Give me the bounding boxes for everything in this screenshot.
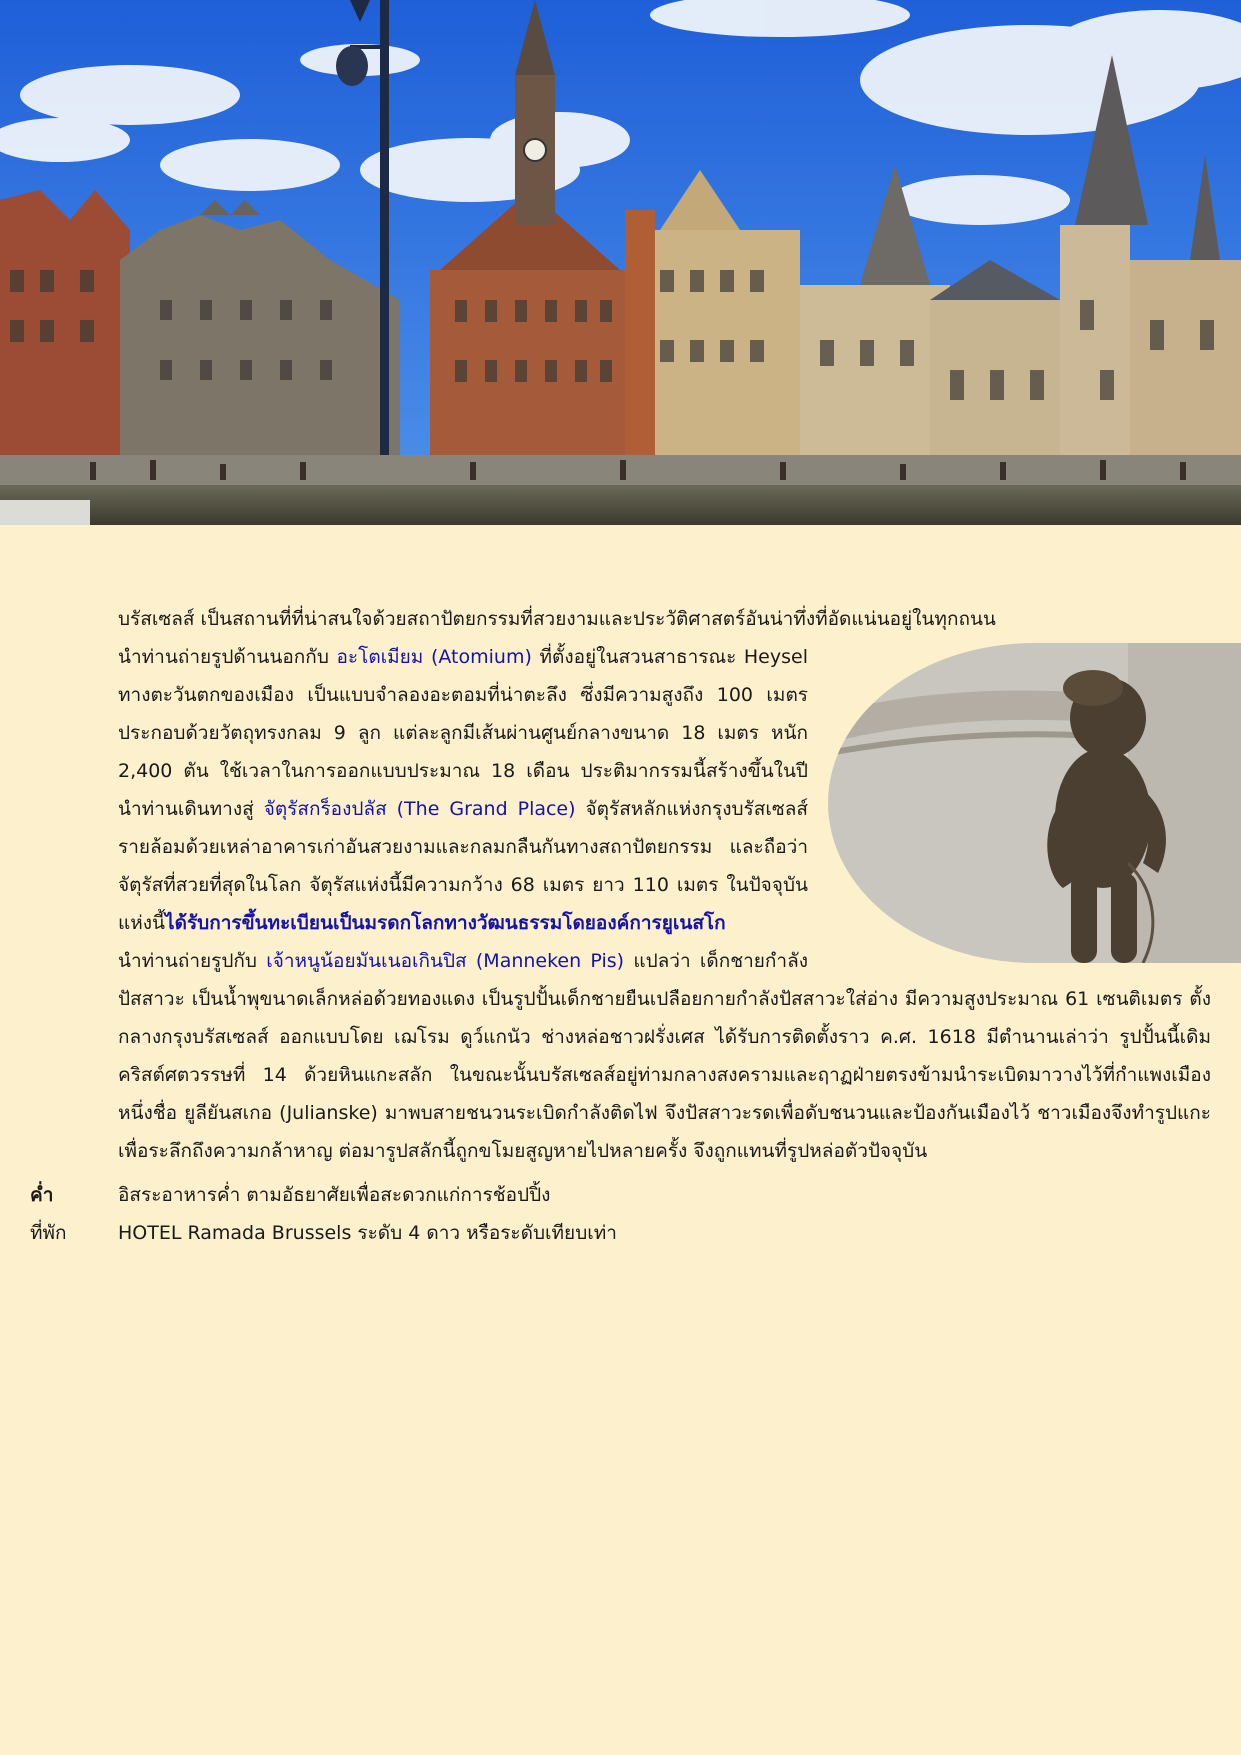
paragraph-line: บรัสเซลส์ เป็นสถานที่ที่น่าสนใจด้วยสถาปัตยกรรมที่สวยงามและประวัติศาสตร์อันน่าทึ่งที่อัดแน่นอยู่ในทุกถนน <box>118 608 996 630</box>
hero-photo <box>0 0 1241 525</box>
paragraph-line: ทางตะวันตกของเมือง เป็นแบบจำลองอะตอมที่น่าตะลึง ซึ่งมีความสูงถึง 100 เมตร <box>118 684 808 706</box>
paragraph-line: จัตุรัสที่สวยที่สุดในโลก จัตุรัสแห่งนี้มีความกว้าง 68 เมตร ยาว 110 เมตร ในปัจจุบัน <box>118 874 808 896</box>
paragraph-line: นำท่านถ่ายรูปกับ เจ้าหนูน้อยมันเนอเกินปิส (Manneken Pis) แปลว่า เด็กชายกำลัง <box>118 950 808 972</box>
paragraph-line: 2,400 ตัน ใช้เวลาในการออกแบบประมาณ 18 เดือน ประติมากรรมนี้สร้างขึ้นในปี <box>118 760 808 782</box>
hotel-label: ที่พัก <box>30 1222 67 1244</box>
dinner-row <box>30 1176 550 1214</box>
paragraph-line: ประกอบด้วยวัตถุทรงกลม 9 ลูก แต่ละลูกมีเส้นผ่านศูนย์กลางขนาด 18 เมตร หนัก <box>118 722 808 744</box>
paragraph-line: คริสต์ศตวรรษที่ 14 ด้วยหินแกะสลัก ในขณะนั้นบรัสเซลส์อยู่ท่ามกลางสงครามและฤาฏฝ่ายตรงข้ามนำระเบิดมาวางไว้ที่กำแพงเมือง <box>118 1064 1211 1086</box>
paragraph-line: นำท่านเดินทางสู่ จัตุรัสกร็องปลัส (The Grand Place) จัตุรัสหลักแห่งกรุงบรัสเซลส์ <box>118 798 808 820</box>
highlight-grand-place: จัตุรัสกร็องปลัส (The Grand Place) <box>263 798 576 820</box>
hotel-text: HOTEL Ramada Brussels ระดับ 4 ดาว หรือระดับเทียบเท่า <box>118 1222 617 1244</box>
paragraph-line: ปัสสาวะ เป็นน้ำพุขนาดเล็กหล่อด้วยทองแดง เป็นรูปปั้นเด็กชายยืนเปลือยกายกำลังปัสสาวะใส่อ่าง มีความสูงประมาณ 61 เซนติเมตร ตั้ง <box>118 988 1211 1010</box>
program-description <box>118 600 1211 1170</box>
paragraph-line: เพื่อระลึกถึงความกล้าหาญ ต่อมารูปสลักนี้ถูกขโมยสูญหายไปหลายครั้ง จึงถูกแทนที่รูปหล่อตัวปัจจุบัน <box>118 1140 928 1162</box>
dinner-label: ค่ำ <box>30 1184 54 1206</box>
dinner-text: อิสระอาหารค่ำ ตามอัธยาศัยเพื่อสะดวกแก่การช้อปปิ้ง <box>118 1184 551 1206</box>
paragraph-line: หนึ่งชื่อ ยูลียันสเกอ (Julianske) มาพบสายชนวนระเบิดกำลังติดไฟ จึงปัสสาวะรดเพื่อดับชนวนและป้องกันเมืองไว้ ชาวเมืองจึงทำรูปแกะ <box>118 1102 1211 1124</box>
paragraph-line: แห่งนี้ได้รับการขึ้นทะเบียนเป็นมรดกโลกทางวัฒนธรรมโดยองค์การยูเนสโก <box>118 912 726 934</box>
paragraph-line: กลางกรุงบรัสเซลส์ ออกแบบโดย เฌโรม ดูว์แกนัว ช่างหล่อชาวฝรั่งเศส ได้รับการติดตั้งราว ค.ศ. 1618 มีตำนานเล่าว่า รูปปั้นนี้เดิม <box>118 1026 1211 1048</box>
paragraph-line: นำท่านถ่ายรูปด้านนอกกับ อะโตเมียม (Atomium) ที่ตั้งอยู่ในสวนสาธารณะ Heysel <box>118 646 808 668</box>
hotel-row <box>30 1214 617 1252</box>
highlight-unesco: ได้รับการขึ้นทะเบียนเป็นมรดกโลกทางวัฒนธรรมโดยองค์การยูเนสโก <box>165 912 726 934</box>
paragraph-line: รายล้อมด้วยเหล่าอาคารเก่าอันสวยงามและกลมกลืนกันทางสถาปัตยกรรม และถือว่า <box>118 836 808 858</box>
highlight-atomium: อะโตเมียม (Atomium) <box>336 646 532 668</box>
highlight-manneken-pis: เจ้าหนูน้อยมันเนอเกินปิส (Manneken Pis) <box>266 950 625 972</box>
